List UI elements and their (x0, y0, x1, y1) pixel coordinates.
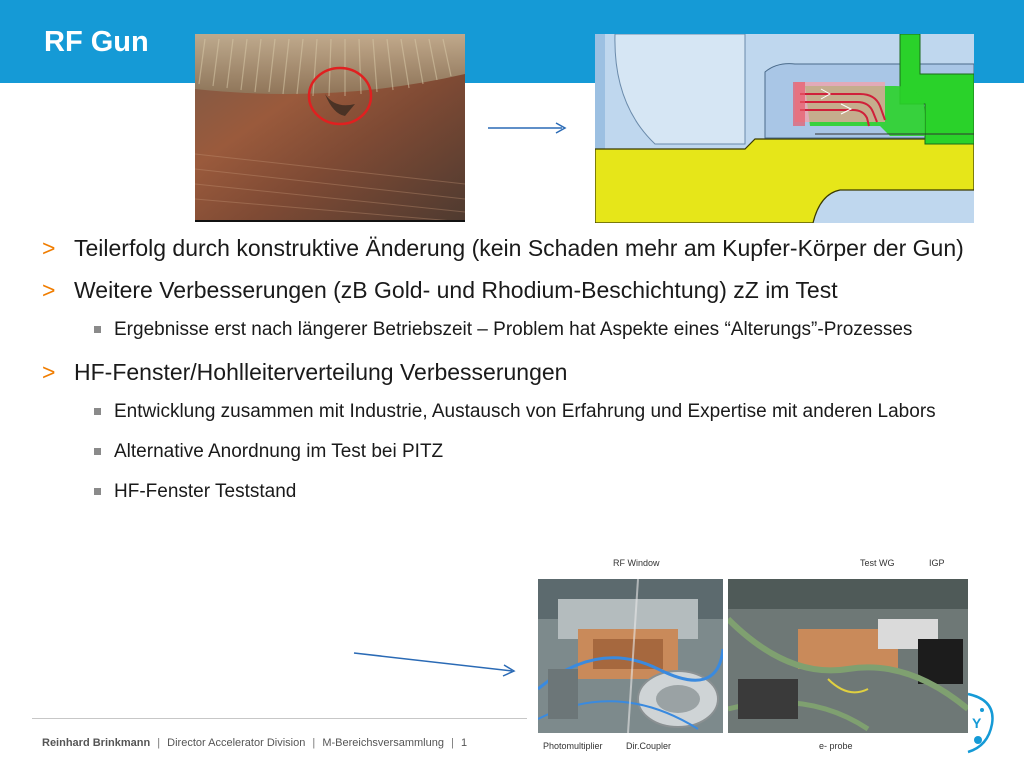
footer-author: Reinhard Brinkmann (42, 737, 151, 749)
lab-photo-left (538, 579, 723, 733)
footer-divider (32, 718, 527, 719)
square-bullet-icon (94, 408, 101, 415)
bullet-level2 (42, 398, 942, 426)
damage-photo (195, 34, 465, 222)
bullet-marker: > (42, 235, 56, 261)
lab-photo-right-graphic (728, 579, 968, 733)
square-bullet-icon (94, 488, 101, 495)
lab-photo-left-graphic (538, 579, 723, 733)
bullet-level2 (42, 438, 982, 466)
arrow-right-icon (350, 645, 522, 681)
bullet-text: Alternative Anordnung im Test bei PITZ (114, 441, 444, 462)
label-photomultiplier: Photomultiplier (543, 741, 603, 751)
damage-photo-graphic (195, 34, 465, 222)
bullet-marker: > (42, 277, 56, 303)
svg-text:Y: Y (972, 715, 982, 731)
bullet-text: Weitere Verbesserungen (zB Gold- und Rhodium-Beschichtung) zZ im Test (74, 277, 838, 303)
footer-separator: | (157, 737, 161, 749)
label-dir-coupler: Dir.Coupler (626, 741, 672, 751)
bullet-level1 (42, 232, 982, 264)
cad-graphic (595, 34, 974, 223)
bullet-list (42, 232, 982, 518)
lab-photos (533, 551, 973, 759)
bullet-level1 (42, 274, 982, 306)
label-igp: IGP (929, 558, 945, 568)
lab-photo-right (728, 579, 968, 733)
footer-page: 1 (460, 737, 468, 749)
bullet-text: HF-Fenster Teststand (114, 481, 297, 502)
label-rf-window: RF Window (613, 558, 660, 568)
label-test-wg: Test WG (860, 558, 895, 568)
footer-separator: | (312, 737, 316, 749)
cad-cross-section (595, 34, 974, 223)
logo-icon (956, 690, 996, 756)
bullet-text: Entwicklung zusammen mit Industrie, Austausch von Erfahrung und Expertise mit anderen Labors (114, 401, 936, 422)
footer-separator: | (451, 737, 454, 749)
bullet-marker: > (42, 359, 56, 385)
arrow-right-icon (486, 118, 570, 138)
bullet-text: Teilerfolg durch konstruktive Änderung (kein Schaden mehr am Kupfer-Körper der Gun) (74, 235, 964, 261)
square-bullet-icon (94, 448, 101, 455)
slide-title: RF Gun (44, 26, 149, 58)
footer (42, 737, 467, 749)
footer-role: Director Accelerator Division (167, 737, 306, 749)
bullet-text: HF-Fenster/Hohlleiterverteilung Verbesserungen (74, 359, 568, 385)
bullet-level2 (42, 316, 982, 344)
bullet-level1 (42, 356, 982, 388)
square-bullet-icon (94, 326, 101, 333)
bullet-level2 (42, 478, 982, 506)
label-e-probe: e- probe (819, 741, 853, 751)
footer-event: M-Bereichsversammlung (322, 737, 444, 749)
bullet-text: Ergebnisse erst nach längerer Betriebszeit – Problem hat Aspekte eines “Alterungs”-Prozesses (114, 319, 913, 340)
